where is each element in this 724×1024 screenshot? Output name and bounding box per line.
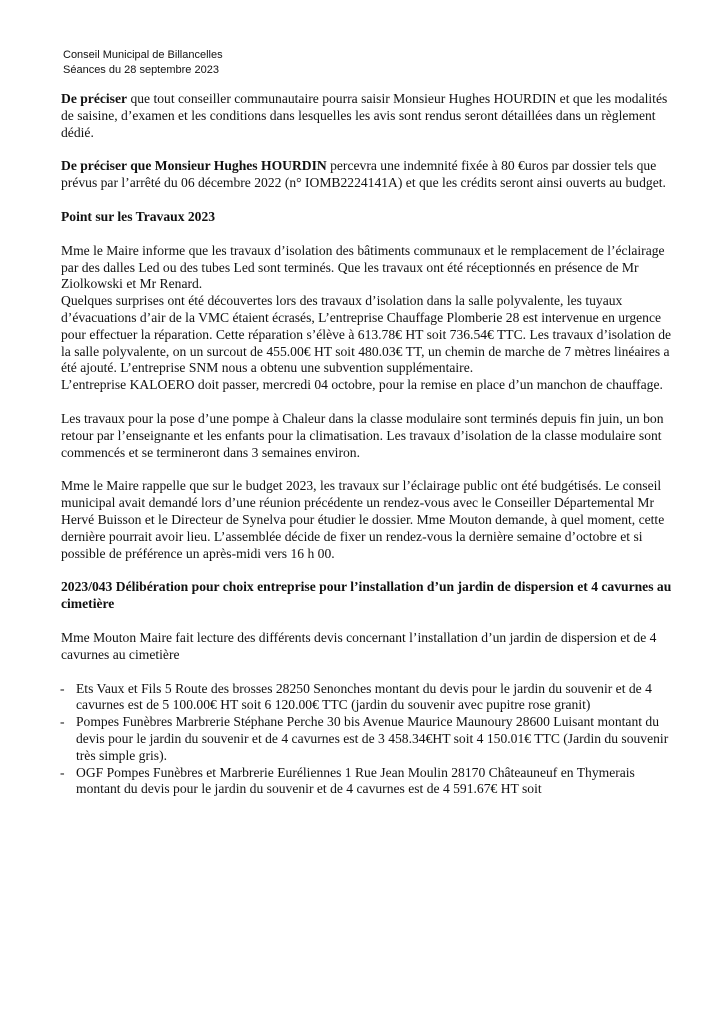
list-dash: -	[60, 680, 65, 696]
council-name: Conseil Municipal de Billancelles	[63, 49, 223, 61]
list-item	[61, 681, 675, 715]
list-item-text: Pompes Funèbres Marbrerie Stéphane Perche 30 bis Avenue Maurice Maunoury 28600 Luisant montant du devis pour le jardin du souvenir et de 4 cavurnes est de 3 458.34€HT soit 4 150.01€ TTC (Jardin du souvenir très simple gris).	[76, 714, 669, 763]
list-item-text: Ets Vaux et Fils 5 Route des brosses 28250 Senonches montant du devis pour le jardin du souvenir et de 4 cavurnes est de 5 100.00€ HT soit 6 120.00€ TTC (jardin du souvenir avec pupitre rose granit)	[76, 680, 652, 713]
paragraph-lead-bold: De préciser que Monsieur Hughes HOURDIN	[61, 158, 327, 174]
paragraph-pompe-chaleur: Les travaux pour la pose d’une pompe à Chaleur dans la classe modulaire sont terminés depuis fin juin, un bon retour par l’enseignante et les enfants pour la climatisation. Les travaux d’isolation de la classe modulaire sont commencés et se termineront dans 3 semaines environ.	[61, 410, 664, 460]
paragraph-eclairage-public: Mme le Maire rappelle que sur le budget 2023, les travaux sur l’éclairage public ont été budgétisés. Le conseil municipal avait demandé lors d’une réunion précédente un rendez-vous avec le Conseiller Départemental Mr Hervé Buisson et le Directeur de Synelva pour étudier le dossier. Mme Mouton demande, à quel moment, cette dernière pourrait avoir lieu. L’assemblée décide de fixer un rendez-vous la dernière semaine d’octobre et si possible de préférence un après-midi vers 16 h 00.	[61, 478, 665, 561]
list-item	[61, 714, 675, 764]
paragraph-lecture-devis: Mme Mouton Maire fait lecture des différents devis concernant l’installation d’un jardin de dispersion et de 4 cavurnes au cimetière	[61, 629, 657, 662]
list-item-text: OGF Pompes Funèbres et Marbrerie Euréliennes 1 Rue Jean Moulin 28170 Châteauneuf en Thymerais montant du devis pour le jardin du souvenir et de 4 cavurnes est de 4 591.67€ HT soit	[76, 764, 635, 797]
paragraph-preciser-indemnite	[61, 158, 675, 192]
paragraph-text: que tout conseiller communautaire pourra saisir Monsieur Hughes HOURDIN et que les modalités de saisine, d’examen et les conditions dans lesquelles les avis sont rendus seront détaillées dans un règlement dédié.	[61, 91, 668, 140]
section-heading-deliberation: 2023/043 Délibération pour choix entreprise pour l’installation d’un jardin de dispersion et 4 cavurnes au cimetière	[61, 579, 672, 612]
session-date: Séances du 28 septembre 2023	[63, 64, 219, 76]
list-item	[61, 765, 675, 799]
paragraph-text: percevra une indemnité fixée à 80 €uros par dossier tels que prévus par l’arrêté du 06 décembre 2022 (n° IOMB2224141A) et que les crédits seront ainsi ouverts au budget.	[61, 158, 666, 191]
paragraph-preciser-saisine	[61, 91, 675, 141]
document-header	[63, 48, 223, 78]
list-dash: -	[60, 714, 65, 730]
list-dash: -	[60, 764, 65, 780]
paragraph-lead-bold: De préciser	[61, 91, 128, 106]
paragraph-travaux-termines: Mme le Maire informe que les travaux d’isolation des bâtiments communaux et le remplacement de l’éclairage par des dalles Led ou des tubes Led sont terminés. Que les travaux ont été réceptionnés en présence de Mr Ziolkowski et Mr Renard.	[61, 242, 665, 292]
section-heading-travaux: Point sur les Travaux 2023	[61, 208, 216, 224]
quotes-list	[61, 681, 675, 799]
paragraph-kaloero: L’entreprise KALOERO doit passer, mercredi 04 octobre, pour la remise en place d’un manchon de chauffage.	[61, 377, 663, 393]
document-body	[61, 91, 675, 798]
paragraph-surprises-isolation: Quelques surprises ont été découvertes lors des travaux d’isolation dans la salle polyvalente, les tuyaux d’évacuations d’air de la VMC étaient écrasés, L’entreprise Chauffage Plomberie 28 est intervenue en urgence pour effectuer la réparation. Cette réparation s’élève à 613.78€ HT soit 736.54€ TTC. Les travaux d’isolation de la salle polyvalente, on un surcout de 455.00€ HT soit 480.03€ TT, un chemin de marche de 7 mètres linéaires a été ajouté. L’entreprise SNM nous a obtenu une subvention supplémentaire.	[61, 293, 672, 376]
